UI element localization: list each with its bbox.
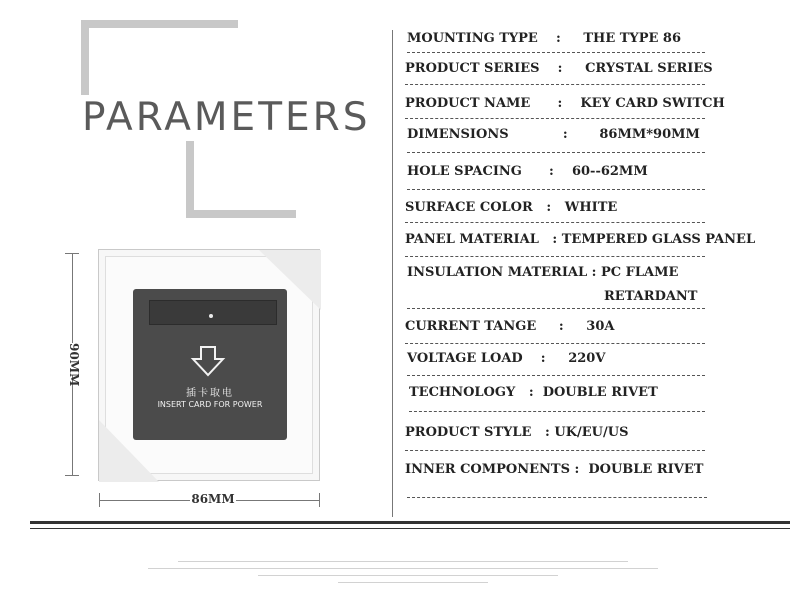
- spec-current: CURRENT TANGE : 30A: [405, 319, 615, 334]
- spec-technology: TECHNOLOGY : DOUBLE RIVET: [409, 385, 658, 400]
- slot-label-en: INSERT CARD FOR POWER: [157, 400, 263, 409]
- spec-inner-components: INNER COMPONENTS : DOUBLE RIVET: [405, 462, 704, 477]
- slot-label-cn: 插卡取电: [186, 388, 234, 399]
- spec-product-style: PRODUCT STYLE : UK/EU/US: [405, 425, 629, 440]
- bottom-rule-thick: [30, 521, 790, 524]
- spec-panel-material: PANEL MATERIAL : TEMPERED GLASS PANEL: [405, 232, 756, 247]
- arrow-down-icon: [190, 345, 226, 377]
- width-label: 86MM: [191, 492, 235, 506]
- spec-voltage-load: VOLTAGE LOAD : 220V: [407, 351, 606, 366]
- spec-product-series: PRODUCT SERIES : CRYSTAL SERIES: [405, 61, 713, 76]
- spec-divider: [392, 30, 393, 517]
- card-slot-opening: [149, 300, 277, 325]
- spec-dimensions: DIMENSIONS : 86MM*90MM: [407, 127, 700, 142]
- height-label: 90MM: [67, 343, 81, 387]
- spec-mounting-type: MOUNTING TYPE : THE TYPE 86: [407, 31, 682, 46]
- spec-insulation-material: INSULATION MATERIAL : PC FLAME: [407, 265, 679, 280]
- spec-surface-color: SURFACE COLOR : WHITE: [405, 200, 618, 215]
- spec-insulation-material-cont: RETARDANT: [604, 289, 698, 304]
- spec-hole-spacing: HOLE SPACING : 60--62MM: [407, 164, 648, 179]
- indicator-light: [209, 314, 213, 318]
- spec-product-name: PRODUCT NAME : KEY CARD SWITCH: [405, 96, 725, 111]
- bottom-rule-thin: [30, 528, 790, 529]
- page-title: PARAMETERS: [78, 95, 375, 141]
